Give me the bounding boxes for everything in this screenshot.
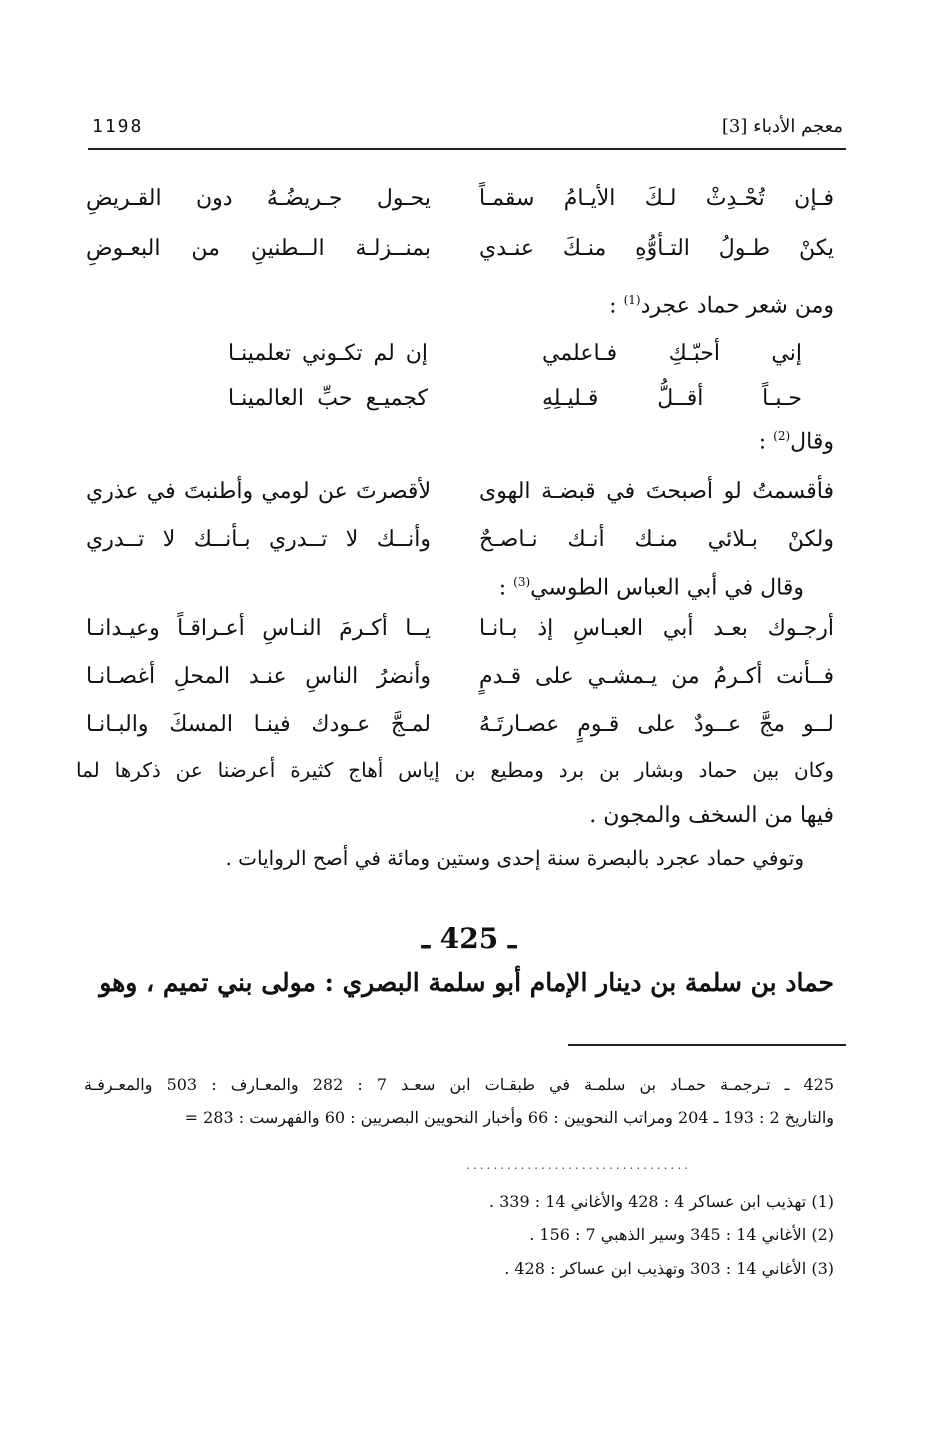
verse-second-hemistich: وأنضرُ الناسِ عنـد المحلِ أغصـانـا bbox=[86, 664, 431, 689]
verse-second-hemistich: لمـجَّ عـودك فينـا المسكَ والبـانـا bbox=[86, 712, 431, 737]
verse-second-hemistich: يحـول جـريضُـهُ دون القـريضِ bbox=[86, 186, 431, 211]
body-paragraph-line: وكان بين حماد وبشار بن برد ومطيع بن إياس أهاج كثيرة أعرضنا عن ذكرها لما bbox=[76, 758, 834, 782]
verse-first-hemistich: حـبـاً أقــلُّ قـليـلِهِ bbox=[542, 386, 802, 411]
running-header-title: معجم الأدباء [3] bbox=[721, 116, 843, 137]
body-paragraph-line: فيها من السخف والمجون . bbox=[589, 803, 834, 828]
footnote-ref: (2) bbox=[773, 429, 791, 443]
verse-second-hemistich: بمنــزلـة الــطنينِ من البعـوضِ bbox=[86, 236, 431, 261]
verse-intro: ومن شعر حماد عجرد$^{(1)}$ : bbox=[609, 293, 834, 319]
verse-first-hemistich: يكنْ طـولُ التـأوُّهِ منـكَ عنـدي bbox=[479, 236, 834, 261]
footnote-item: (3) الأغاني 14 : 303 وتهذيب ابن عساكر : 428 . bbox=[504, 1259, 834, 1278]
verse-second-hemistich: يــا أكـرمَ النـاسِ أعـراقـاً وعيـدانـا bbox=[86, 616, 431, 641]
entry-title: حماد بن سلمة بن دينار الإمام أبو سلمة البصري : مولى بني تميم ، وهو bbox=[99, 968, 834, 997]
entry-number: ـ 425 ـ bbox=[421, 922, 517, 955]
footnote-rule bbox=[568, 1044, 846, 1046]
footnote-ref: (3) bbox=[513, 575, 531, 589]
footnote-separator: ................................. bbox=[466, 1158, 691, 1172]
verse-first-hemistich: إني أحبّـكِ فـاعلمي bbox=[542, 341, 802, 366]
body-paragraph: وتوفي حماد عجرد بالبصرة سنة إحدى وستين ومائة في أصح الروايات . bbox=[225, 846, 804, 870]
entry-footnote-line: 425 ـ تـرجمـة حمـاد بن سلمـة في طبقـات ابن سعـد 7 : 282 والمعـارف : 503 والمعـرفـة bbox=[84, 1075, 834, 1094]
verse-intro: وقال في أبي العباس الطوسي$^{(3)}$ : bbox=[498, 575, 804, 601]
verse-second-hemistich: كجميـع حبِّ العالمينـا bbox=[228, 386, 428, 411]
verse-first-hemistich: فأقسمتُ لو أصبحتَ في قبضـة الهوى bbox=[479, 479, 834, 504]
verse-first-hemistich: فـإن تُحْـدِثْ لـكَ الأيـامُ سقمـاً bbox=[479, 186, 834, 211]
verse-second-hemistich: وأنــك لا تــدري بـأنــك لا تــدري bbox=[86, 527, 431, 552]
entry-footnote-line: والتاريخ 2 : 193 ـ 204 ومراتب النحويين : 66 وأخبار النحويين البصريين : 60 والفهرست : 283 = bbox=[184, 1108, 834, 1127]
header-rule bbox=[88, 148, 846, 150]
verse-first-hemistich: فــأنت أكـرمُ من يـمشـي على قـدمٍ bbox=[479, 664, 834, 689]
verse-first-hemistich: أرجـوك بعـد أبي العبـاسِ إذ بـانـا bbox=[479, 616, 834, 641]
verse-second-hemistich: إن لم تكـوني تعلمينـا bbox=[228, 341, 428, 366]
footnote-item: (1) تهذيب ابن عساكر 4 : 428 والأغاني 14 : 339 . bbox=[488, 1192, 834, 1211]
page-number: 1198 bbox=[92, 116, 144, 137]
verse-first-hemistich: لــو مجَّ عــودٌ على قـومٍ عصـارتَـهُ bbox=[479, 712, 834, 737]
verse-second-hemistich: لأقصرتَ عن لومي وأطنبتَ في عذري bbox=[86, 479, 431, 504]
verse-first-hemistich: ولكنْ بـلائي منـك أنـك نـاصـحٌ bbox=[479, 527, 834, 552]
footnote-ref: (1) bbox=[623, 293, 641, 307]
verse-intro: وقال$^{(2)}$ : bbox=[758, 429, 834, 455]
footnote-item: (2) الأغاني 14 : 345 وسير الذهبي 7 : 156 . bbox=[529, 1225, 834, 1244]
